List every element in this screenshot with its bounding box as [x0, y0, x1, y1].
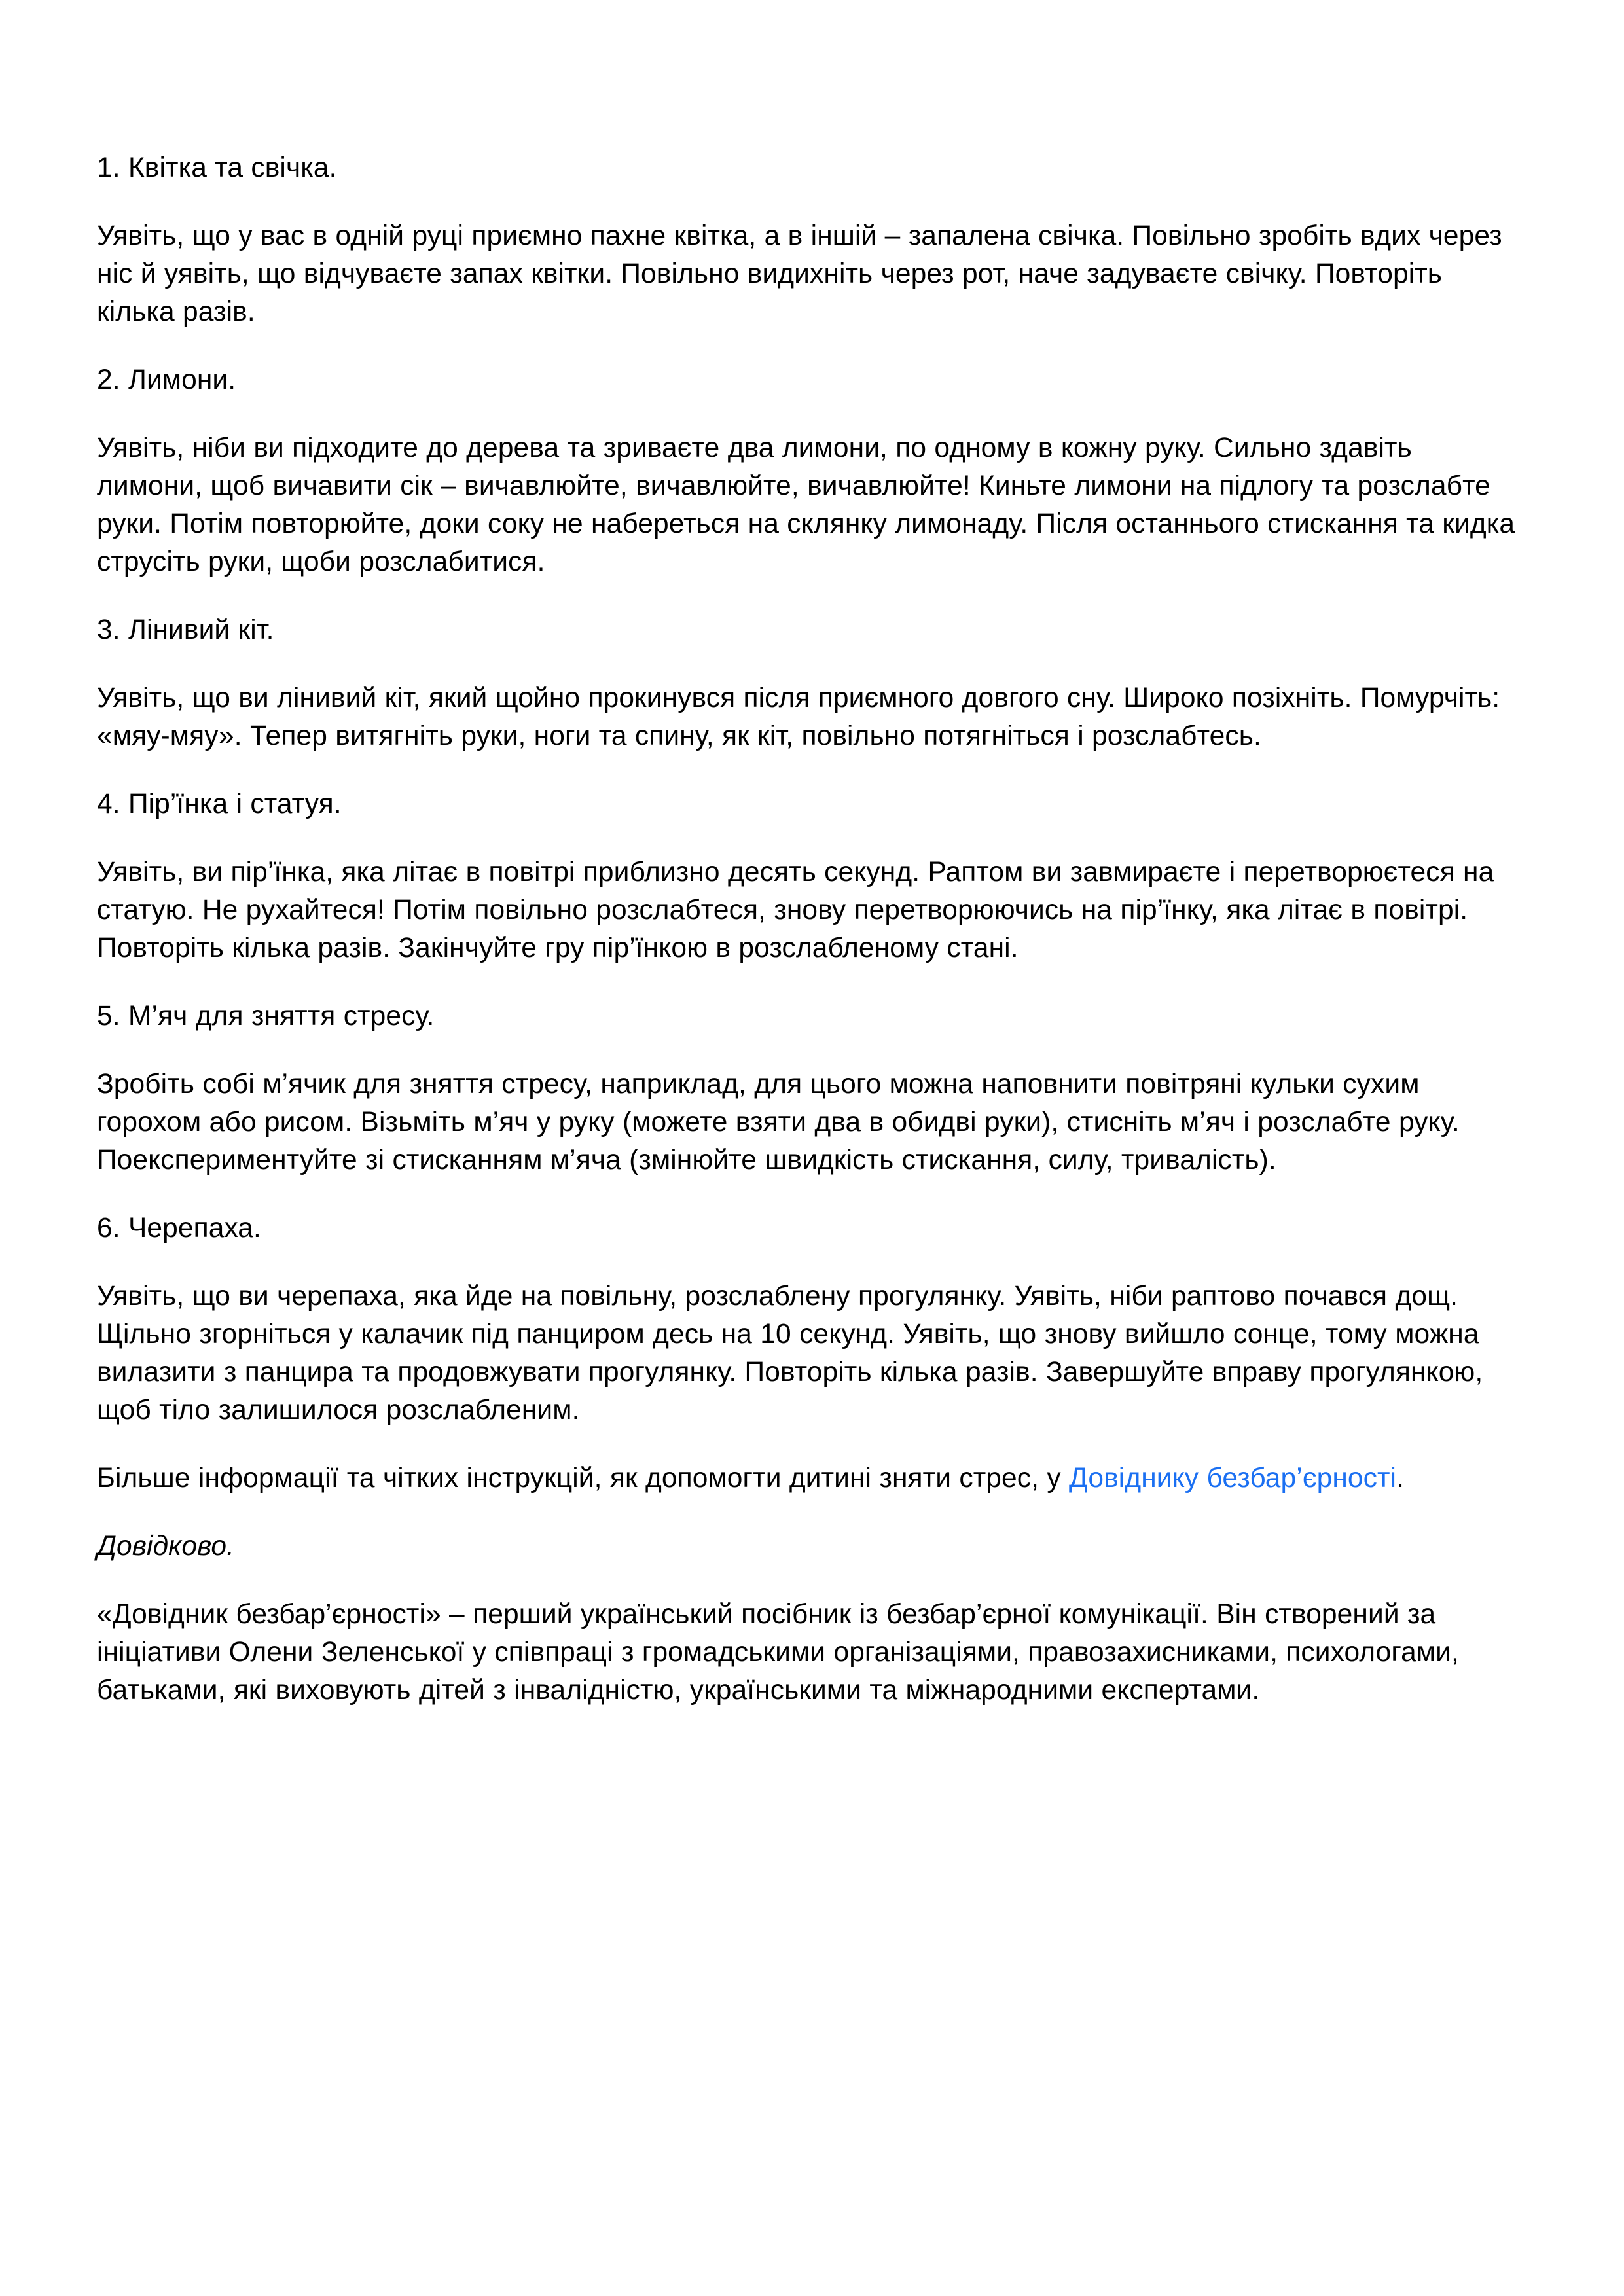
section-body-5: Зробіть собі м’ячик для зняття стресу, наприклад, для цього можна наповнити повітряні кульки сухим горохом або рисом. Візьміть м’яч у руку (можете взяти два в обидві руки), стисніть м’яч і розслабте руку. Поекспериментуйте зі стисканням м’яча (змінюйте швидкість стискання, силу, тривалість).	[97, 1069, 1460, 1175]
section-body-3: Уявіть, що ви лінивий кіт, який щойно прокинувся після приємного довгого сну. Широко позіхніть. Помурчіть: «мяу-мяу». Тепер витягніть руки, ноги та спину, як кіт, повільно потягніться і розслабтесь.	[97, 683, 1500, 751]
document-body	[97, 149, 1521, 1710]
section-heading-5: 5. М’яч для зняття стресу.	[97, 1001, 435, 1031]
section-heading-1: 1. Квітка та свічка.	[97, 152, 337, 183]
section-heading-2: 2. Лимони.	[97, 365, 236, 395]
bezbarjernosti-handbook-link[interactable]: Довіднику безбар’єрності	[1069, 1463, 1397, 1494]
section-body-6: Уявіть, що ви черепаха, яка йде на повільну, розслаблену прогулянку. Уявіть, ніби раптово почався дощ. Щільно згорніться у калачик під панциром десь на 10 секунд. Уявіть, що знову вийшло сонце, тому можна вилазити з панцира та продовжувати прогулянку. Повторіть кілька разів. Завершуйте вправу прогулянкою, щоб тіло залишилося розслабленим.	[97, 1281, 1483, 1426]
section-body-4: Уявіть, ви пір’їнка, яка літає в повітрі приблизно десять секунд. Раптом ви завмираєте і перетворюєтеся на статую. Не рухайтеся! Потім повільно розслабтеся, знову перетворюючись на пір’їнку, яка літає в повітрі. Повторіть кілька разів. Закінчуйте гру пір’їнкою в розслабленому стані.	[97, 857, 1494, 963]
section-heading-6: 6. Черепаха.	[97, 1213, 261, 1244]
link-paragraph	[97, 1460, 1521, 1498]
reference-paragraph: «Довідник безбар’єрності» – перший український посібник із безбар’єрної комунікації. Він створений за ініціативи Олени Зеленської у співпраці з громадськими організаціями, правозахисниками, психологами, батьками, які виховують дітей з інвалідністю, українськими та міжнародними експертами.	[97, 1599, 1459, 1706]
link-paragraph-lead-text: Більше інформації та чітких інструкцій, як допомогти дитині зняти стрес, у	[97, 1463, 1069, 1494]
link-paragraph-trailing-text: .	[1396, 1463, 1405, 1494]
section-body-2: Уявіть, ніби ви підходите до дерева та зриваєте два лимони, по одному в кожну руку. Сильно здавіть лимони, щоб вичавити сік – вичавлюйте, вичавлюйте, вичавлюйте! Киньте лимони на підлогу та розслабте руки. Потім повторюйте, доки соку не набереться на склянку лимонаду. Після останнього стискання та кидка струсіть руки, щоби розслабитися.	[97, 433, 1515, 577]
section-body-1: Уявіть, що у вас в одній руці приємно пахне квітка, а в іншій – запалена свічка. Повільно зробіть вдих через ніс й уявіть, що відчуваєте запах квітки. Повільно видихніть через рот, наче задуваєте свічку. Повторіть кілька разів.	[97, 221, 1502, 327]
section-heading-4: 4. Пір’їнка і статуя.	[97, 789, 342, 819]
section-heading-3: 3. Лінивий кіт.	[97, 615, 274, 645]
reference-label: Довідково.	[97, 1531, 235, 1562]
